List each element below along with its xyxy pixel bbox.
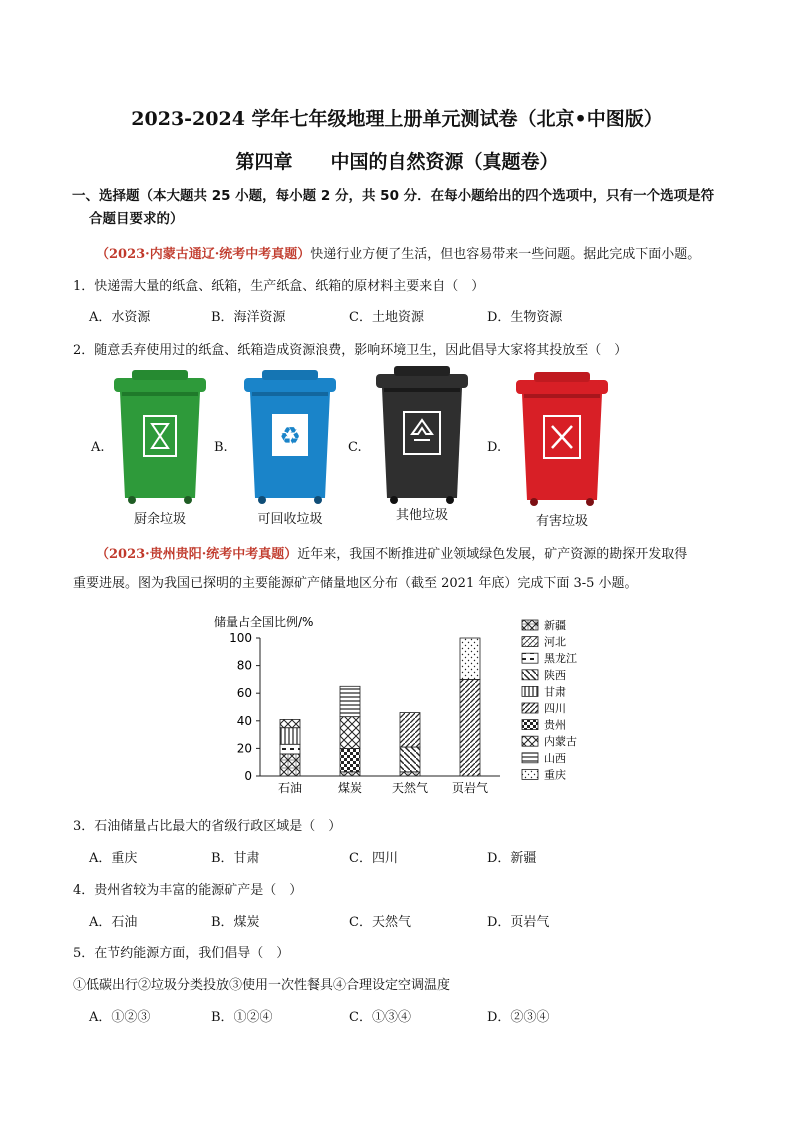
bin-caption-other: 其他垃圾 [395,508,448,523]
legend-swatch [522,670,538,680]
bar-segment [400,713,420,748]
bar-segment [400,747,420,772]
q2-option-b[interactable]: B. [214,440,228,455]
q2-option-a[interactable]: A. [91,440,105,455]
legend-label: 四川 [544,702,566,715]
question-5-stem: 5．在节约能源方面，我们倡导（ ） [73,946,290,961]
q5-option-d[interactable]: D．②③④ [487,1010,550,1025]
q5-option-b[interactable]: B．①②④ [211,1010,273,1025]
chapter-title: 第四章 中国的自然资源（真题卷） [235,151,559,173]
bar-segment [400,772,420,776]
question-1-stem: 1．快递需大量的纸盒、纸箱，生产纸盒、纸箱的原材料主要来自（ ） [73,279,485,294]
legend-label: 贵州 [544,718,566,732]
question-5-items: ①低碳出行②垃圾分类投放③使用一次性餐具④合理设定空调温度 [73,978,451,993]
bar-segment [340,772,360,776]
bar-segment [460,679,480,776]
q4-option-a[interactable]: A．石油 [89,915,138,930]
legend-label: 河北 [544,635,566,649]
bar-segment [340,717,360,749]
legend-label: 陕西 [544,668,566,682]
q1-option-a[interactable]: A．水资源 [89,310,151,325]
material1-text: 快递行业方便了生活，但也容易带来一些问题。据此完成下面小题。 [310,247,701,262]
bin-caption-recyclable: 可回收垃圾 [257,512,323,527]
x-tick-label: 天然气 [391,781,429,795]
y-tick-label: 60 [236,686,252,701]
bin-caption-hazardous: 有害垃圾 [535,514,588,529]
bar-segment [280,719,300,727]
red-hazardous-waste-bin [512,372,612,508]
bin-caption-kitchen: 厨余垃圾 [133,512,186,527]
q3-option-a[interactable]: A．重庆 [89,851,138,866]
material2 [96,543,687,562]
section-heading-line1: 一、选择题（本大题共 25 小题，每小题 2 分，共 50 分．在每小题给出的四个选项中，只有一个选项是符 [72,188,715,204]
gray-other-waste-bin [372,366,472,506]
y-tick-label: 20 [236,741,252,756]
q1-option-c[interactable]: C．土地资源 [349,310,424,325]
y-tick-label: 0 [244,769,252,783]
legend-swatch [522,736,538,746]
legend-swatch [522,637,538,647]
q4-option-b[interactable]: B．煤炭 [211,915,260,930]
legend-swatch [522,620,538,630]
material1 [96,243,700,262]
question-4-stem: 4．贵州省较为丰富的能源矿产是（ ） [73,883,303,898]
legend-label: 山西 [544,751,566,765]
bar-segment [460,638,480,679]
q2-option-d[interactable]: D. [487,440,502,455]
y-tick-label: 100 [229,631,252,645]
svg-text:♻: ♻ [279,422,301,450]
material2-source: （2023·贵州贵阳·统考中考真题） [96,547,298,562]
material2-text-line1: 近年来，我国不断推进矿业领域绿色发展，矿产资源的勘探开发取得 [297,547,688,562]
bar-segment [340,748,360,771]
q1-option-b[interactable]: B．海洋资源 [211,310,286,325]
q2-option-c[interactable]: C. [348,440,362,455]
bar-segment [340,686,360,716]
legend-swatch [522,703,538,713]
x-tick-label: 页岩气 [451,781,489,795]
section-heading-line2: 合题目要求的） [89,211,184,227]
q3-option-c[interactable]: C．四川 [349,851,398,866]
legend-label: 重庆 [544,768,566,782]
legend-swatch [522,653,538,663]
legend-swatch [522,769,538,779]
x-tick-label: 煤炭 [337,781,363,795]
y-tick-label: 40 [236,713,252,728]
y-tick-label: 80 [236,658,252,673]
legend-swatch [522,753,538,763]
legend-swatch [522,720,538,730]
blue-recyclable-bin [240,370,340,506]
legend-swatch [522,686,538,696]
bar-segment [280,744,300,754]
bar-segment [280,754,300,776]
chart-ylabel: 储量占全国比例/% [214,615,314,629]
legend-label: 新疆 [544,619,566,632]
q5-option-a[interactable]: A．①②③ [89,1010,151,1025]
q1-option-d[interactable]: D．生物资源 [487,310,563,325]
q4-option-c[interactable]: C．天然气 [349,915,411,930]
question-3-stem: 3．石油储量占比最大的省级行政区域是（ ） [73,819,342,834]
q5-option-c[interactable]: C．①③④ [349,1010,411,1025]
question-2-stem: 2．随意丢弃使用过的纸盒、纸箱造成资源浪费，影响环境卫生，因此倡导大家将其投放至（ ） [73,343,628,358]
q4-option-d[interactable]: D．页岩气 [487,915,550,930]
recycle-icon [272,414,308,456]
q3-option-d[interactable]: D．新疆 [487,851,537,866]
material1-source: （2023·内蒙古通辽·统考中考真题） [96,247,311,262]
legend-label: 黑龙江 [544,652,577,666]
energy-reserves-stacked-bar-chart [200,608,600,803]
material2-text-line2: 重要进展。图为我国已探明的主要能源矿产储量地区分布（截至 2021 年底）完成下面 3-5 小题。 [73,576,638,591]
document-title: 2023-2024 学年七年级地理上册单元测试卷（北京•中图版） [131,108,663,130]
legend-label: 内蒙古 [544,735,577,749]
green-kitchen-waste-bin [110,370,210,506]
x-tick-label: 石油 [277,781,303,795]
q3-option-b[interactable]: B．甘肃 [211,851,260,866]
legend-label: 甘肃 [544,685,566,699]
bar-segment [280,728,300,745]
